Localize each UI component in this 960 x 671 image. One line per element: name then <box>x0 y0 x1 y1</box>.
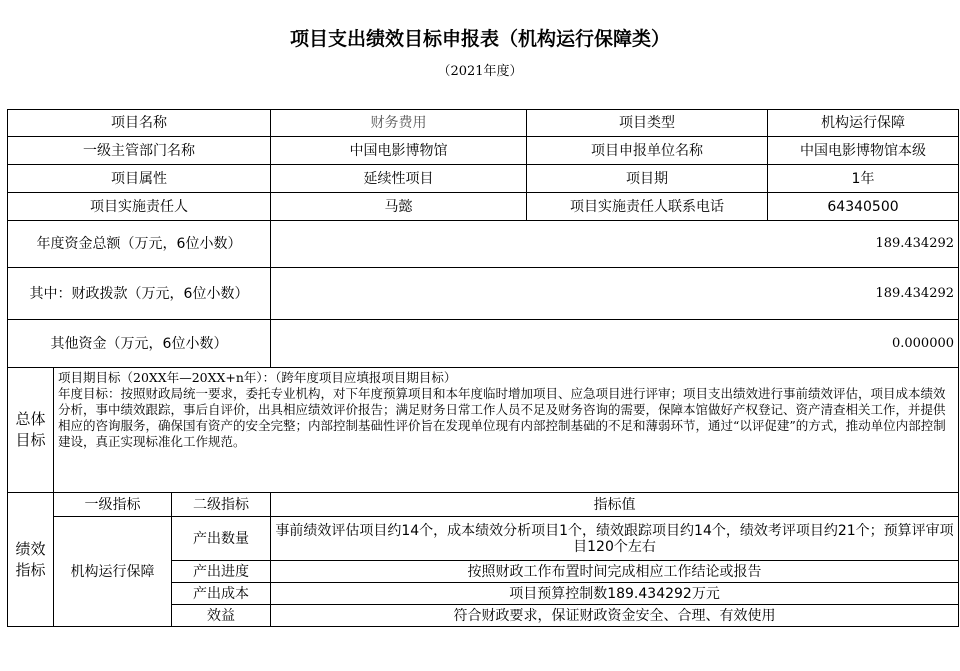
indicator-name: 产出数量 <box>172 517 271 561</box>
performance-target-table <box>7 109 959 627</box>
value-header: 指标值 <box>271 493 959 517</box>
attr-label: 项目属性 <box>8 165 271 193</box>
project-type-value: 机构运行保障 <box>768 110 959 137</box>
unit-label: 项目申报单位名称 <box>527 137 768 165</box>
annual-goal: 年度目标：按照财政局统一要求，委托专业机构，对下年度预算项目和本年度临时增加项目、应急项目进行评审；项目支出绩效进行事前绩效评估，项目成本绩效分析，事中绩效跟踪，事后自评价，出具相应绩效评价报告；满足财务日常工作人员不足及财务咨询的需要，保障本馆做好产权登记、资产清查相关工作，并提供相应的咨询服务，确保国有资产的安全完整；内部控制基础性评价旨在发现单位现有内部控制基础的不足和薄弱环节，通过“以评促建”的方式，推动单位内部控制建设，真正实现标准化工作规范。 <box>58 386 946 449</box>
overall-goal-text <box>54 368 959 493</box>
level1-header: 一级指标 <box>54 493 172 517</box>
dept-label: 一级主管部门名称 <box>8 137 271 165</box>
level1-value: 机构运行保障 <box>54 517 172 627</box>
period-goal: 项目期目标（20XX年—20XX+n年）：（跨年度项目应填报项目期目标） <box>58 370 457 385</box>
other-fund-value: 0.000000 <box>271 320 959 368</box>
unit-value: 中国电影博物馆本级 <box>768 137 959 165</box>
project-name-value: 财务费用 <box>271 110 527 137</box>
indicator-name: 效益 <box>172 605 271 627</box>
phone-label: 项目实施责任人联系电话 <box>527 193 768 221</box>
level2-header: 二级指标 <box>172 493 271 517</box>
indicator-value: 符合财政要求，保证财政资金安全、合理、有效使用 <box>271 605 959 627</box>
indicator-value: 事前绩效评估项目约14个，成本绩效分析项目1个，绩效跟踪项目约14个，绩效考评项目约21个；预算评审项目120个左右 <box>271 517 959 561</box>
indicator-name: 产出进度 <box>172 561 271 583</box>
project-type-label: 项目类型 <box>527 110 768 137</box>
phone-value: 64340500 <box>768 193 959 221</box>
indicator-value: 项目预算控制数189.434292万元 <box>271 583 959 605</box>
overall-goal-side-label: 总体目标 <box>8 368 54 493</box>
project-name-label: 项目名称 <box>8 110 271 137</box>
indicator-name: 产出成本 <box>172 583 271 605</box>
period-label: 项目期 <box>527 165 768 193</box>
attr-value: 延续性项目 <box>271 165 527 193</box>
owner-value: 马懿 <box>271 193 527 221</box>
owner-label: 项目实施责任人 <box>8 193 271 221</box>
page-subtitle: （2021年度） <box>437 64 523 79</box>
period-value: 1年 <box>768 165 959 193</box>
page-title: 项目支出绩效目标申报表（机构运行保障类） <box>289 28 670 50</box>
other-fund-label: 其他资金（万元，6位小数） <box>8 320 271 368</box>
total-fund-label: 年度资金总额（万元，6位小数） <box>8 221 271 268</box>
fiscal-fund-label: 其中：财政拨款（万元，6位小数） <box>8 268 271 320</box>
dept-value: 中国电影博物馆 <box>271 137 527 165</box>
fiscal-fund-value: 189.434292 <box>271 268 959 320</box>
indicator-value: 按照财政工作布置时间完成相应工作结论或报告 <box>271 561 959 583</box>
indicators-side-label: 绩效指标 <box>8 493 54 627</box>
total-fund-value: 189.434292 <box>271 221 959 268</box>
